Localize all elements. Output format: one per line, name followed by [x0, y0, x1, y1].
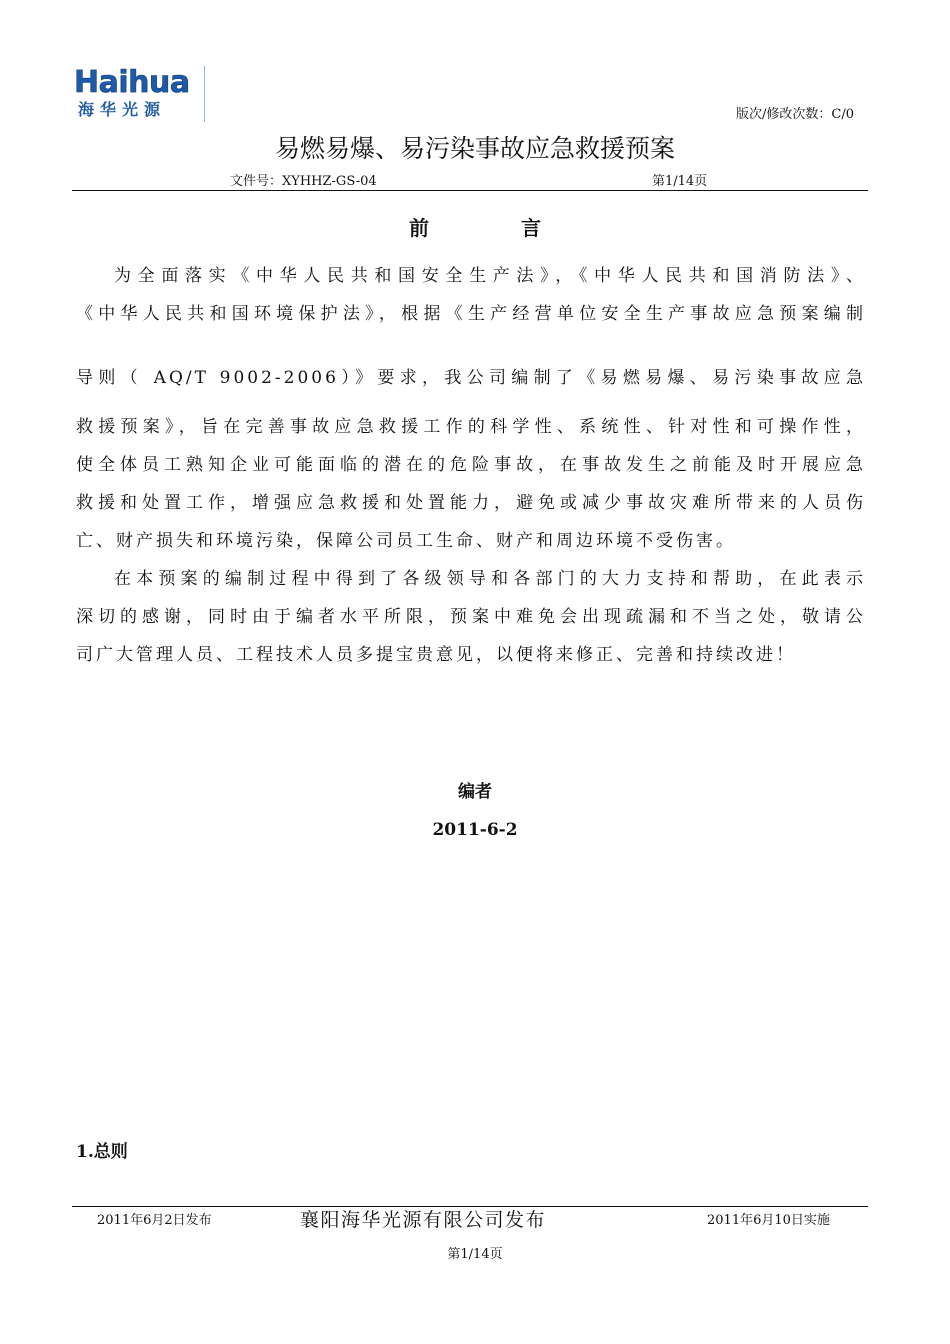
footer-page-number: 第1/14页	[447, 1247, 503, 1262]
body-line: 司广大管理人员、工程技术人员多提宝贵意见，以便将来修正、完善和持续改进！	[76, 645, 796, 665]
version-label: 版次/修改次数：C/0	[736, 107, 854, 122]
preface-date: 2011-6-2	[432, 820, 518, 840]
body-line: 《中华人民共和国环境保护法》，根据《生产经营单位安全生产事故应急预案编制	[76, 304, 866, 324]
logo-text-en: Haihua	[74, 65, 190, 100]
body-line: 亡、财产损失和环境污染，保障公司员工生命、财产和周边环境不受伤害。	[76, 531, 736, 551]
company-logo	[72, 66, 205, 122]
body-line: 导则（ AQ/T 9002-2006）》要求，我公司编制了《易燃易爆、易污染事故应急	[76, 368, 866, 388]
section-heading: 1.总则	[76, 1142, 128, 1162]
publish-date: 2011年6月2日发布	[97, 1213, 212, 1228]
document-number: 文件号：XYHHZ-GS-04	[230, 174, 377, 189]
implement-date: 2011年6月10日实施	[707, 1213, 830, 1228]
document-title: 易燃易爆、易污染事故应急救援预案	[274, 134, 675, 163]
body-line: 使全体员工熟知企业可能面临的潜在的危险事故，在事故发生之前能及时开展应急	[76, 455, 866, 475]
body-line: 救援预案》，旨在完善事故应急救援工作的科学性、系统性、针对性和可操作性，	[76, 417, 866, 437]
preface-heading-char: 言	[521, 216, 541, 240]
publisher-label: 襄阳海华光源有限公司发布	[300, 1209, 547, 1231]
header-page-number: 第1/14页	[652, 174, 708, 189]
body-line: 救援和处置工作，增强应急救援和处置能力，避免或减少事故灾难所带来的人员伤	[76, 493, 866, 513]
preface-heading-char: 前	[409, 216, 429, 240]
body-line: 为全面落实《中华人民共和国安全生产法》，《中华人民共和国消防法》、	[114, 266, 866, 286]
body-line: 深切的感谢，同时由于编者水平所限，预案中难免会出现疏漏和不当之处，敬请公	[76, 607, 866, 627]
preface-heading	[0, 212, 950, 244]
body-line: 在本预案的编制过程中得到了各级领导和各部门的大力支持和帮助，在此表示	[114, 569, 866, 589]
author-label: 编者	[458, 782, 492, 802]
logo-text-cn: 海华光源	[78, 100, 167, 119]
header-rule	[72, 190, 868, 191]
